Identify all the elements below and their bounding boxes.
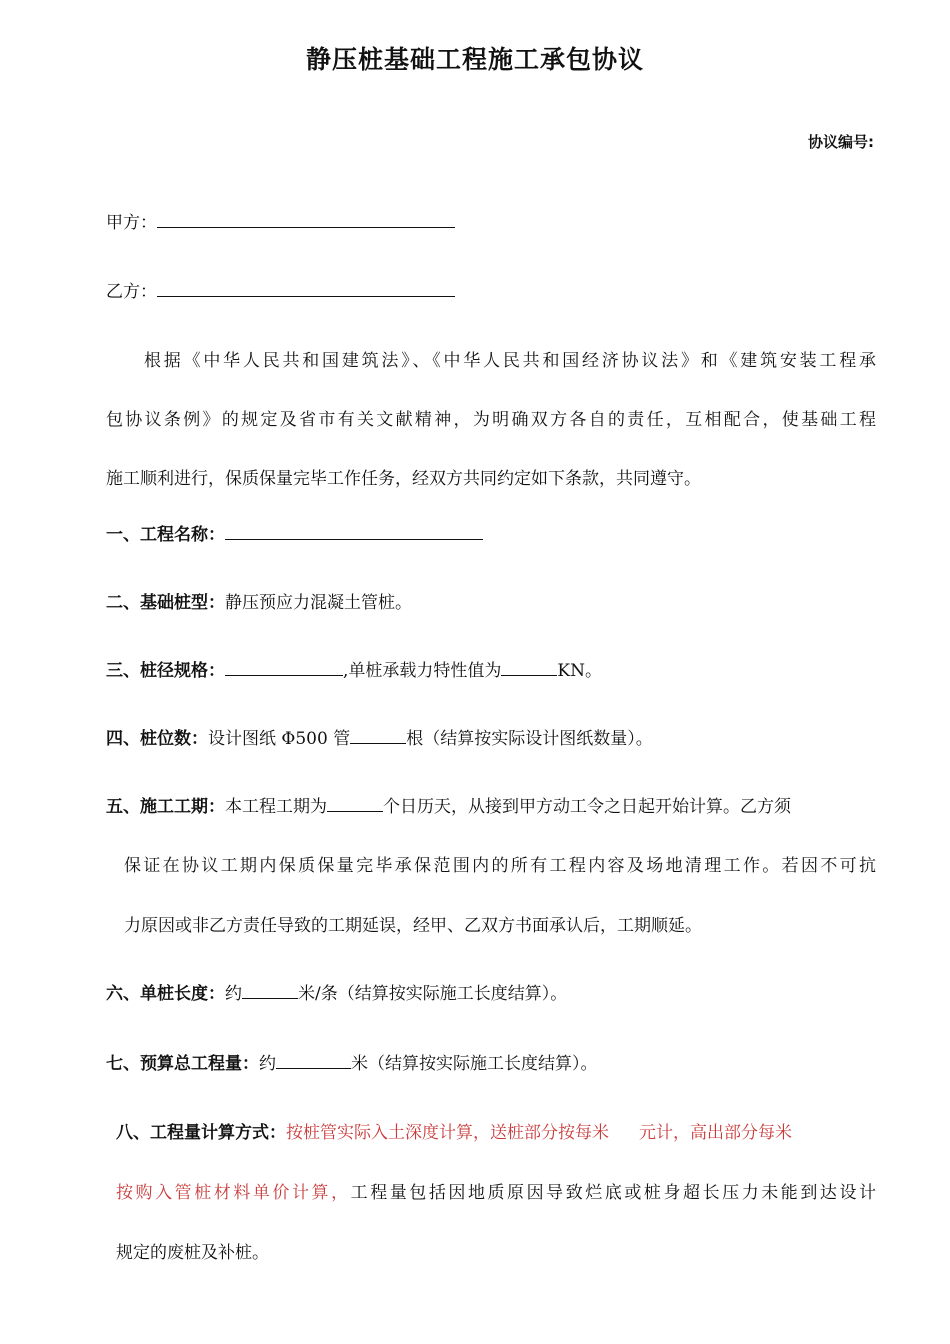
pile-length-blank[interactable] bbox=[242, 979, 298, 999]
clause-3-end: KN。 bbox=[557, 661, 602, 681]
clause-5-pre: 本工程工期为 bbox=[225, 797, 327, 817]
clause-8-line-2 bbox=[116, 1178, 876, 1203]
clause-3-mid: ,单桩承载力特性值为 bbox=[343, 661, 502, 681]
pile-diameter-blank[interactable] bbox=[225, 656, 343, 676]
clause-7-pre: 约 bbox=[259, 1054, 276, 1074]
clause-6-end: 米/条（结算按实际施工长度结算）。 bbox=[298, 984, 568, 1004]
clause-1-label: 一、工程名称： bbox=[106, 525, 225, 545]
total-quantity-blank[interactable] bbox=[276, 1049, 351, 1069]
party-b-blank[interactable] bbox=[157, 277, 455, 297]
clause-2-label: 二、基础桩型： bbox=[106, 593, 225, 613]
clause-8-label: 八、工程量计算方式： bbox=[116, 1123, 286, 1143]
intro-line-2: 包协议条例》的规定及省市有关文献精神，为明确双方各自的责任，互相配合，使基础工程 bbox=[106, 410, 876, 430]
clause-6-pre: 约 bbox=[225, 984, 242, 1004]
party-a-label: 甲方： bbox=[106, 213, 157, 233]
document-title: 静压桩基础工程施工承包协议 bbox=[305, 45, 644, 74]
clause-8-line-2-black: 工程量包括因地质原因导致烂底或桩身超长压力未能到达设计 bbox=[350, 1183, 877, 1203]
pile-count-blank[interactable] bbox=[350, 724, 406, 744]
agreement-number-label: 协议编号: bbox=[808, 133, 874, 151]
clause-4-label: 四、桩位数： bbox=[106, 729, 208, 749]
clause-5-after: 个日历天，从接到甲方动工令之日起开始计算。乙方须 bbox=[383, 797, 791, 817]
clause-7 bbox=[106, 1049, 598, 1074]
party-b-line bbox=[106, 277, 455, 302]
clause-5-label: 五、施工工期： bbox=[106, 797, 225, 817]
clause-7-label: 七、预算总工程量： bbox=[106, 1054, 259, 1074]
clause-2-text: 静压预应力混凝土管桩。 bbox=[225, 593, 412, 613]
clause-5 bbox=[106, 792, 791, 817]
intro-line-1: 根据《中华人民共和国建筑法》、《中华人民共和国经济协议法》和《建筑安装工程承 bbox=[144, 351, 876, 371]
clause-4 bbox=[106, 724, 653, 749]
clause-2 bbox=[106, 588, 412, 613]
construction-period-blank[interactable] bbox=[327, 792, 383, 812]
party-a-line bbox=[106, 208, 455, 233]
bearing-capacity-blank[interactable] bbox=[501, 656, 557, 676]
party-b-label: 乙方： bbox=[106, 282, 157, 302]
clause-1 bbox=[106, 520, 483, 545]
project-name-blank[interactable] bbox=[225, 520, 483, 540]
clause-8-line-2-red: 按购入管桩材料单价计算， bbox=[116, 1183, 351, 1203]
clause-6 bbox=[106, 979, 567, 1004]
clause-8-red-2: 元计，高出部分每米 bbox=[639, 1123, 792, 1143]
clause-7-end: 米（结算按实际施工长度结算）。 bbox=[351, 1054, 598, 1074]
clause-8 bbox=[116, 1118, 792, 1143]
party-a-blank[interactable] bbox=[157, 208, 455, 228]
clause-3 bbox=[106, 656, 602, 681]
clause-8-line-3: 规定的废桩及补桩。 bbox=[116, 1243, 269, 1263]
clause-4-end: 根（结算按实际设计图纸数量）。 bbox=[406, 729, 653, 749]
intro-line-3: 施工顺利进行，保质保量完毕工作任务，经双方共同约定如下条款，共同遵守。 bbox=[106, 469, 701, 489]
clause-4-pre: 设计图纸 Φ500 管 bbox=[208, 729, 351, 749]
clause-6-label: 六、单桩长度： bbox=[106, 984, 225, 1004]
clause-3-label: 三、桩径规格： bbox=[106, 661, 225, 681]
clause-5-line-2: 保证在协议工期内保质保量完毕承保范围内的所有工程内容及场地清理工作。若因不可抗 bbox=[124, 856, 876, 876]
clause-8-red-1: 按桩管实际入土深度计算，送桩部分按每米 bbox=[286, 1123, 609, 1143]
clause-5-line-3: 力原因或非乙方责任导致的工期延误，经甲、乙双方书面承认后，工期顺延。 bbox=[124, 916, 702, 936]
